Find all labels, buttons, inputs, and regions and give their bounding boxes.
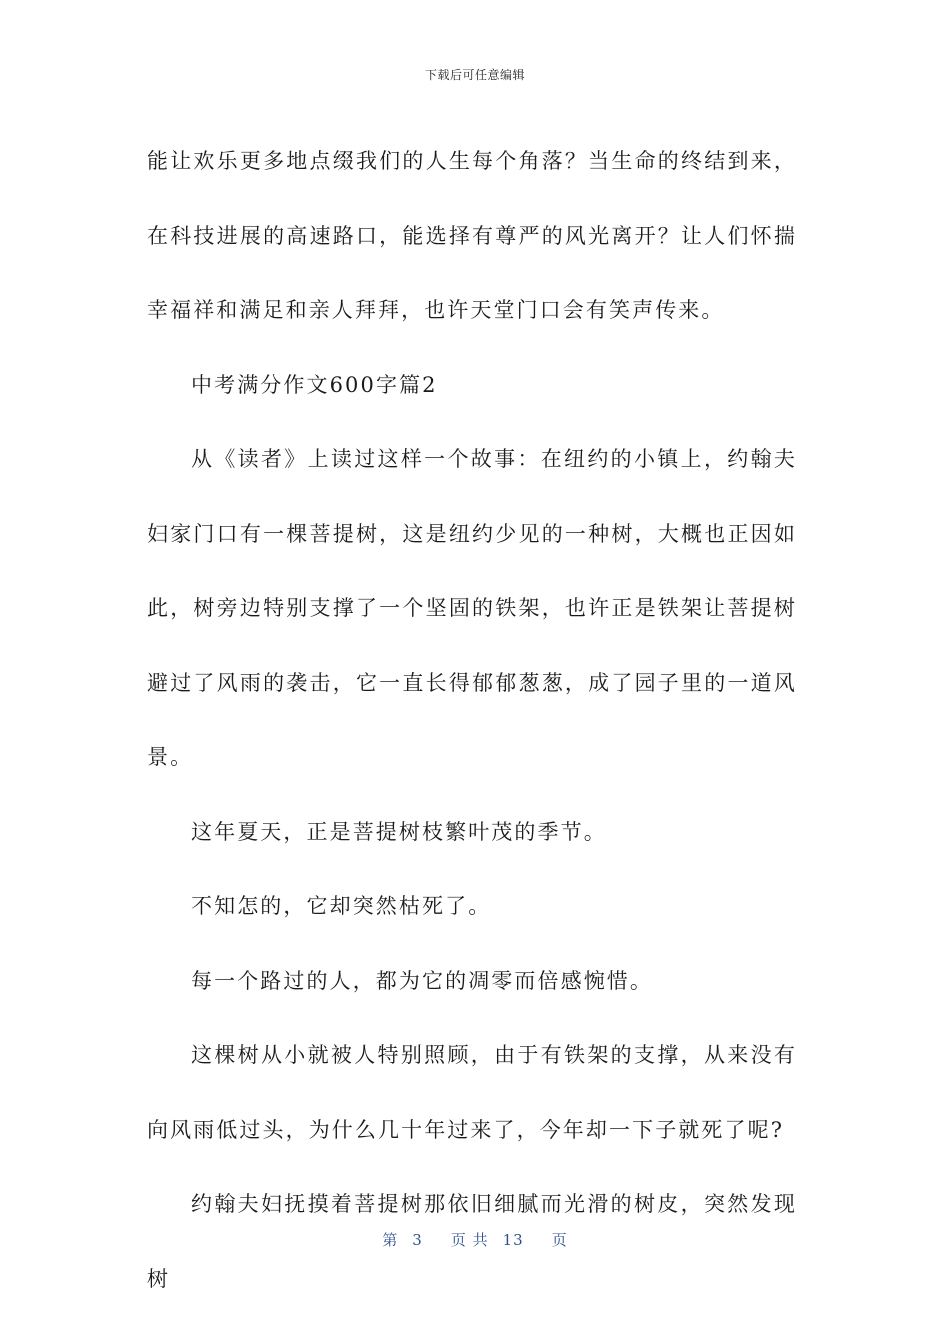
footer-total-label: 页 共	[450, 1231, 489, 1249]
page-footer	[0, 1229, 950, 1250]
paragraph-4: 不知怎的，它却突然枯死了。	[191, 894, 492, 918]
document-body	[147, 124, 797, 1316]
paragraph-1: 能让欢乐更多地点缀我们的人生每个角落？当生命的终结到来，在科技进展的高速路口，能选择有尊严的风光离开？让人们怀揣幸福祥和满足和亲人拜拜，也许天堂门口会有笑声传来。	[147, 149, 797, 322]
paragraph-2: 从《读者》上读过这样一个故事：在纽约的小镇上，约翰夫妇家门口有一棵菩提树，这是纽约少见的一种树，大概也正因如此，树旁边特别支撑了一个坚固的铁架，也许正是铁架让菩提树避过了风雨的袭击，它一直长得郁郁葱葱，成了园子里的一道风景。	[147, 447, 797, 769]
footer-page-end-label: 页	[551, 1231, 568, 1249]
page-header: 下载后可任意编辑	[424, 68, 525, 82]
footer-total-pages: 13	[502, 1231, 524, 1249]
paragraph-6: 这棵树从小就被人特别照顾，由于有铁架的支撑，从来没有向风雨低过头，为什么几十年过来了，今年却一下子就死了呢?	[147, 1043, 797, 1142]
footer-current-page: 3	[412, 1231, 423, 1249]
section-heading: 中考满分作文600字篇2	[191, 372, 438, 397]
paragraph-7: 约翰夫妇抚摸着菩提树那依旧细腻而光滑的树皮，突然发现树	[147, 1192, 797, 1291]
footer-page-label: 第	[382, 1231, 399, 1249]
paragraph-5: 每一个路过的人，都为它的凋零而倍感惋惜。	[191, 968, 653, 993]
paragraph-3: 这年夏天，正是菩提树枝繁叶茂的季节。	[191, 819, 607, 844]
